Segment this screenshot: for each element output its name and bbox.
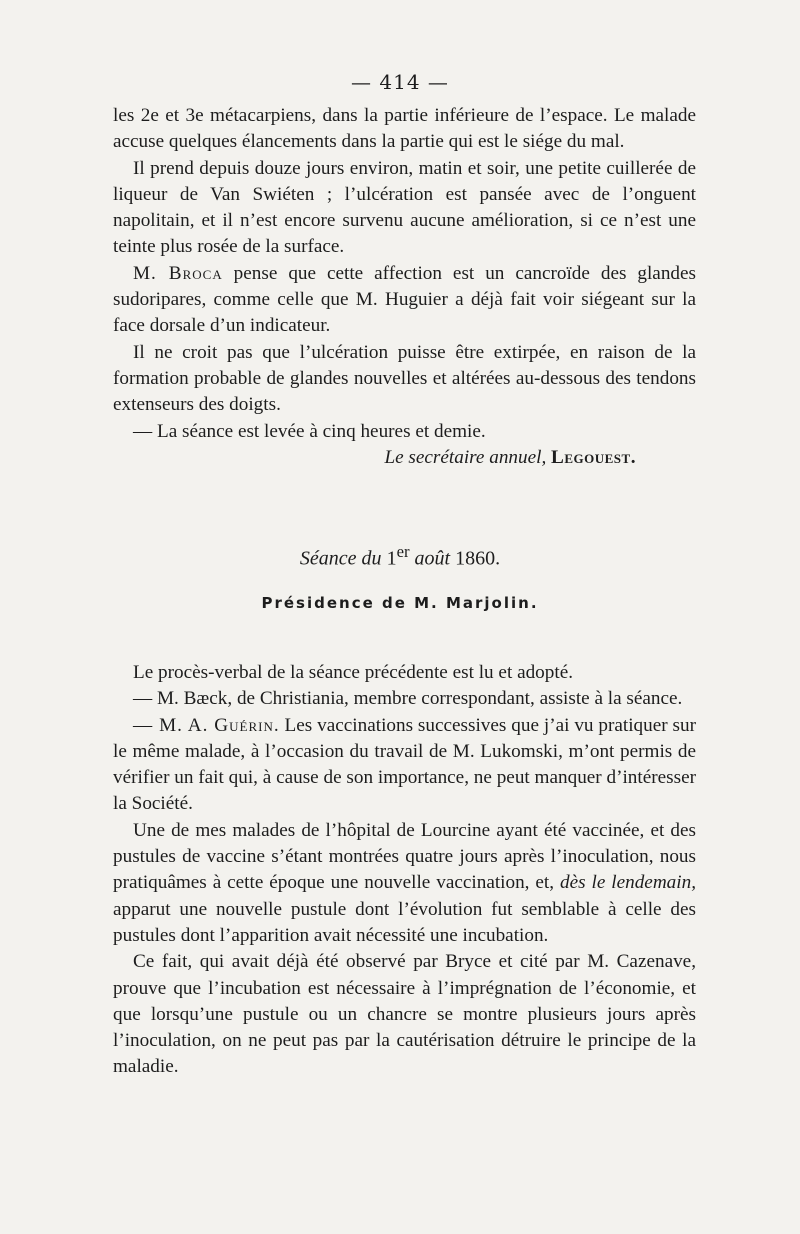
- paragraph-guerin: [113, 713, 696, 818]
- paragraph-broca: [113, 261, 696, 340]
- speaker-broca: M. Broca: [133, 262, 223, 284]
- signature: [113, 445, 696, 471]
- guerin-text: Les vaccinations successives que j’ai vu pratiquer sur le même malade, à l’occasion du travail de M. Lukomski, m’ont permis de vérifier un fait qui, à cause de son importance, ne peut manquer d’intéresser la Société.: [113, 714, 696, 815]
- paragraph-baeck: — M. Bæck, de Christiania, membre correspondant, assiste à la séance.: [133, 688, 683, 710]
- paragraph-bryce: Ce fait, qui avait déjà été observé par Bryce et cité par M. Cazenave, prouve que l’incubation est nécessaire à l’imprégnation de l’économie, et que lorsqu’une pustule ou un chancre se montre plusieurs jours après l’inoculation, on ne peut pas par la cautérisation détruire le principe de la maladie.: [113, 951, 696, 1078]
- paragraph-proces-verbal: Le procès-verbal de la séance précédente est lu et adopté.: [133, 662, 574, 683]
- session-year: 1860.: [455, 547, 501, 570]
- session-day: 1: [386, 547, 397, 570]
- body-text-top: [113, 103, 696, 471]
- session-day-sup: er: [396, 542, 410, 561]
- speaker-guerin: — M. A. Guérin.: [133, 714, 280, 736]
- session-label: Séance du: [299, 547, 382, 570]
- presidence-heading: Présidence de M. Marjolin.: [261, 594, 539, 612]
- body-text-bottom: [113, 660, 696, 1081]
- page-number: — 414 —: [351, 70, 449, 94]
- paragraph-van-swieten: Il prend depuis douze jours environ, matin et soir, une petite cuillerée de liqueur de Van Swiéten ; l’ulcération est pansée avec de l’onguent napolitain, et il n’est encore survenu aucune amélioration, si ce n’est une teinte plus rosée de la surface.: [113, 157, 696, 258]
- paragraph-seance-levee: — La séance est levée à cinq heures et demie.: [133, 420, 486, 442]
- paragraph-lourcine: [113, 818, 696, 949]
- broca-text: pense que cette affection est un cancroïde des glandes sudoripares, comme celle que M. Huguier a déjà fait voir siégeant sur la face dorsale d’un indicateur.: [113, 262, 696, 337]
- paragraph-metacarpiens: les 2e et 3e métacarpiens, dans la partie inférieure de l’espace. Le malade accuse quelques élancements dans la partie qui est le siége du mal.: [113, 105, 696, 153]
- session-month: août: [414, 547, 451, 570]
- signature-name: Legouest.: [551, 446, 636, 468]
- session-heading: [0, 542, 800, 571]
- signature-role: Le secrétaire annuel,: [384, 446, 547, 468]
- lourcine-text-b: apparut une nouvelle pustule dont l’évolution fut semblable à celle des pustules dont l’apparition avait nécessité une incubation.: [113, 898, 696, 946]
- lourcine-text-a: Une de mes malades de l’hôpital de Lourcine ayant été vaccinée, et des pustules de vaccine s’étant montrées quatre jours après l’inoculation, nous pratiquâmes à cette époque une nouvelle vaccination, et,: [113, 819, 696, 894]
- lourcine-italic: dès le lendemain,: [559, 872, 696, 894]
- paragraph-extirpation: Il ne croit pas que l’ulcération puisse être extirpée, en raison de la formation probable de glandes nouvelles et altérées au-dessous des tendons extenseurs des doigts.: [113, 341, 696, 416]
